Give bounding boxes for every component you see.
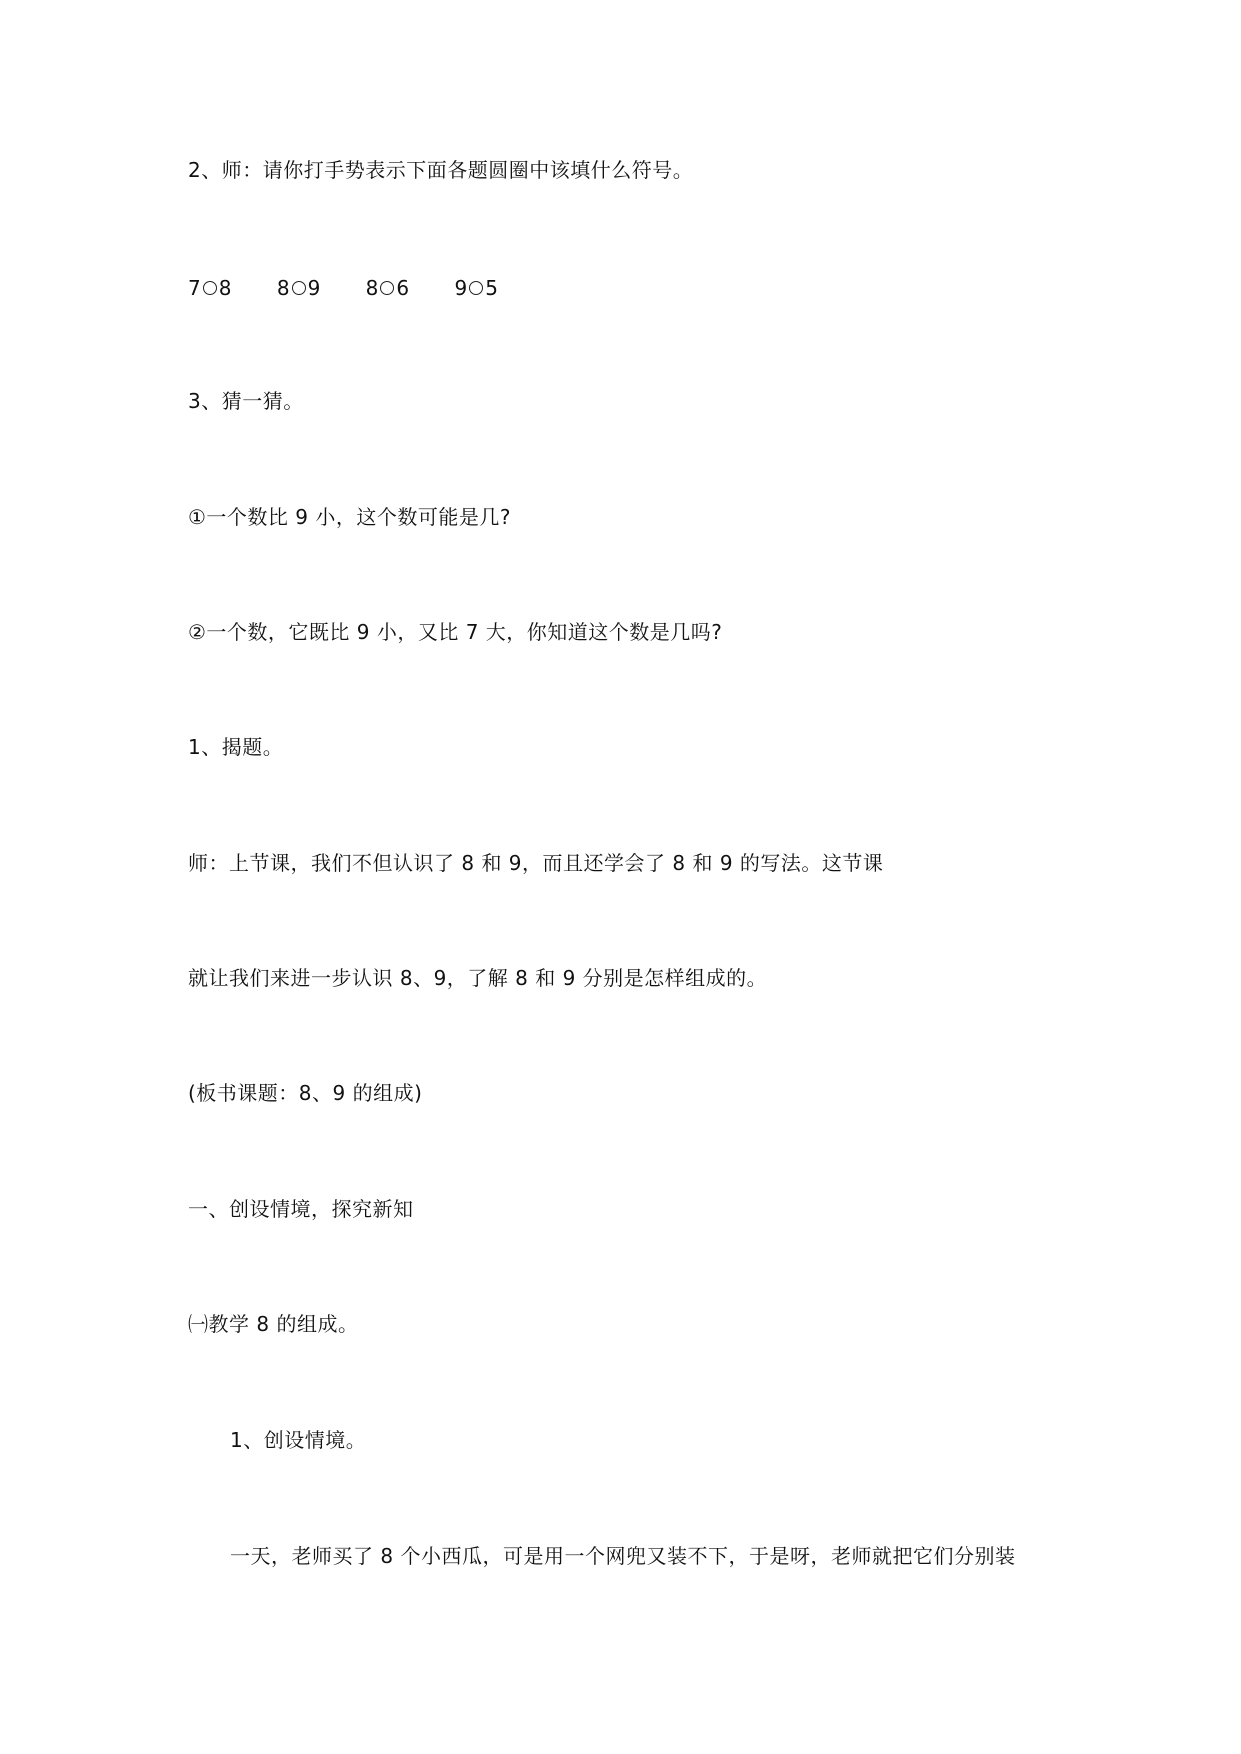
section-heading: 一、创设情境，探究新知 [188,1197,414,1221]
comparison-right: 8 [218,276,232,300]
comparison-right: 6 [396,276,410,300]
comparison-left: 7 [188,276,201,300]
teacher-paragraph-line-1: 师：上节课，我们不但认识了 8 和 9，而且还学会了 8 和 9 的写法。这节课 [188,851,884,875]
board-topic-note: (板书课题：8、9 的组成) [188,1081,423,1105]
guess-item-1: ①一个数比 9 小，这个数可能是几? [188,505,511,529]
comparison-item [277,274,320,302]
comparison-right: 9 [307,276,321,300]
subsection-heading: ㈠教学 8 的组成。 [188,1312,359,1336]
step-1-heading: 1、创设情境。 [230,1428,367,1452]
comparison-left: 8 [276,276,290,300]
blank-circle-icon [469,281,483,295]
guess-item-2: ②一个数，它既比 9 小，又比 7 大，你知道这个数是几吗? [188,620,723,644]
question-3-heading: 3、猜一猜。 [188,389,304,413]
reveal-topic-heading: 1、揭题。 [188,735,284,759]
blank-circle-icon [380,281,394,295]
comparison-item [454,274,497,302]
blank-circle-icon [203,281,217,295]
comparison-left: 8 [365,276,379,300]
question-2-line: 2、师：请你打手势表示下面各题圆圈中该填什么符号。 [188,158,694,182]
comparison-right: 5 [485,276,498,300]
blank-circle-icon [292,281,306,295]
comparison-left: 9 [454,276,468,300]
comparison-row [188,274,537,302]
comparison-item [366,274,409,302]
comparison-item [188,274,231,302]
teacher-paragraph-line-2: 就让我们来进一步认识 8、9，了解 8 和 9 分别是怎样组成的。 [188,966,768,990]
story-paragraph: 一天，老师买了 8 个小西瓜，可是用一个网兜又装不下，于是呀，老师就把它们分别装 [230,1544,1016,1568]
